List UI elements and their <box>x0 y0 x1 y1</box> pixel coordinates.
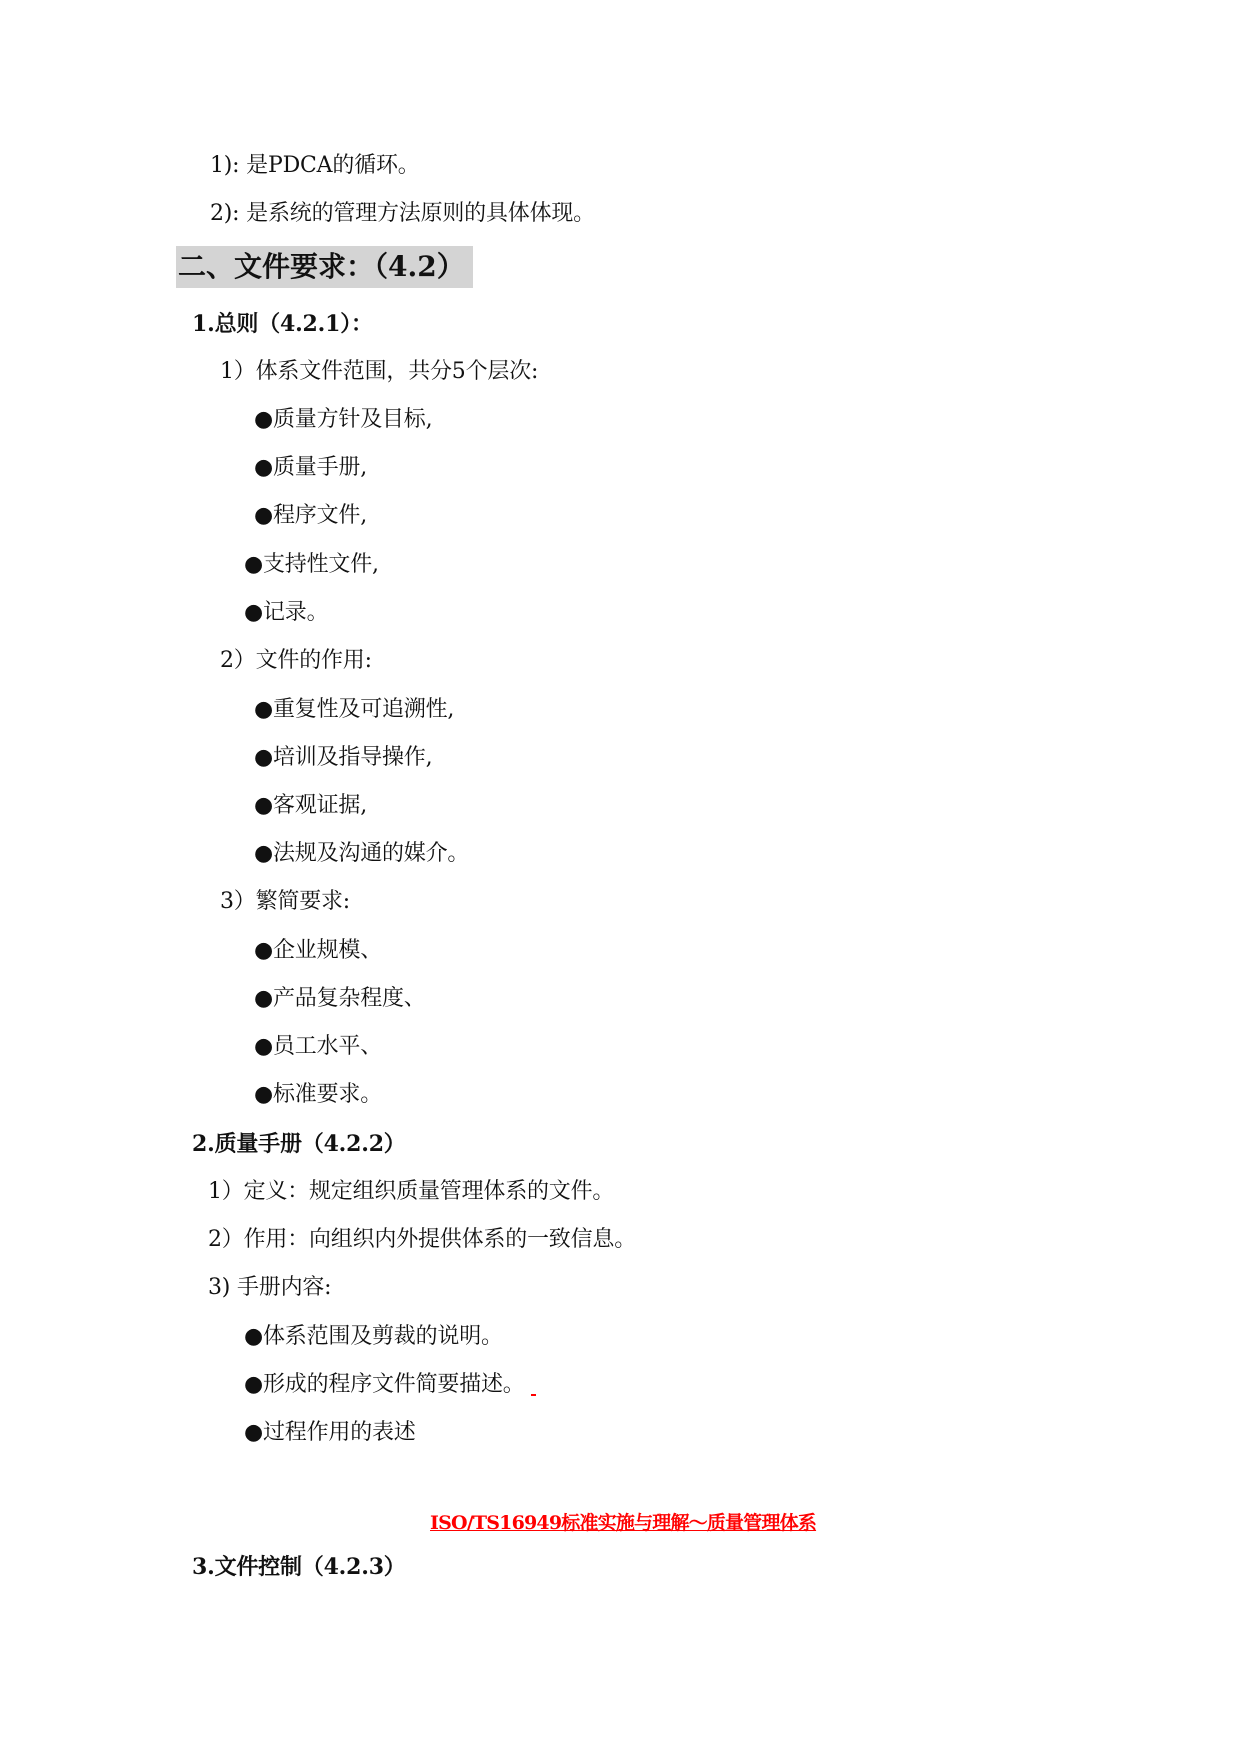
revision-mark <box>531 1394 536 1396</box>
scope-item: ●程序文件, <box>254 503 367 528</box>
scope-title: 1）体系文件范围，共分5个层次: <box>220 359 539 384</box>
role-item: ●培训及指导操作, <box>254 745 433 770</box>
role-item: ●重复性及可追溯性, <box>254 697 455 722</box>
manual-contents-title: 3) 手册内容: <box>208 1275 332 1300</box>
simplicity-item: ●企业规模、 <box>254 938 382 963</box>
manual-contents-item: ●过程作用的表述 <box>244 1420 416 1445</box>
scope-item: ●质量手册, <box>254 455 367 480</box>
simplicity-item: ●标准要求。 <box>254 1082 382 1107</box>
role-item: ●客观证据, <box>254 793 367 818</box>
manual-title: 2.质量手册（4.2.2） <box>192 1131 406 1157</box>
manual-contents-item <box>244 1371 536 1399</box>
intro-item-1: 1): 是PDCA的循环。 <box>210 153 420 178</box>
simplicity-title: 3）繁简要求: <box>220 889 351 914</box>
header-link[interactable]: ISO/TS16949标准实施与理解～质量管理体系 <box>430 1512 817 1534</box>
scope-item: ●记录。 <box>244 600 329 625</box>
simplicity-item: ●员工水平、 <box>254 1034 382 1059</box>
section-heading: 二、文件要求：（4.2） <box>176 246 473 288</box>
manual-definition: 1）定义：规定组织质量管理体系的文件。 <box>208 1179 615 1204</box>
manual-contents-item-text: ●形成的程序文件简要描述。 <box>244 1372 525 1397</box>
scope-item: ●支持性文件, <box>244 552 379 577</box>
role-item: ●法规及沟通的媒介。 <box>254 841 470 866</box>
manual-function: 2）作用：向组织内外提供体系的一致信息。 <box>208 1227 636 1252</box>
simplicity-item: ●产品复杂程度、 <box>254 986 426 1011</box>
general-title: 1.总则（4.2.1）： <box>192 311 373 337</box>
doc-control-title: 3.文件控制（4.2.3） <box>192 1554 406 1580</box>
role-title: 2）文件的作用: <box>220 648 372 673</box>
intro-item-2: 2): 是系统的管理方法原则的具体体现。 <box>210 201 595 226</box>
manual-contents-item: ●体系范围及剪裁的说明。 <box>244 1324 503 1349</box>
scope-item: ●质量方针及目标, <box>254 407 433 432</box>
